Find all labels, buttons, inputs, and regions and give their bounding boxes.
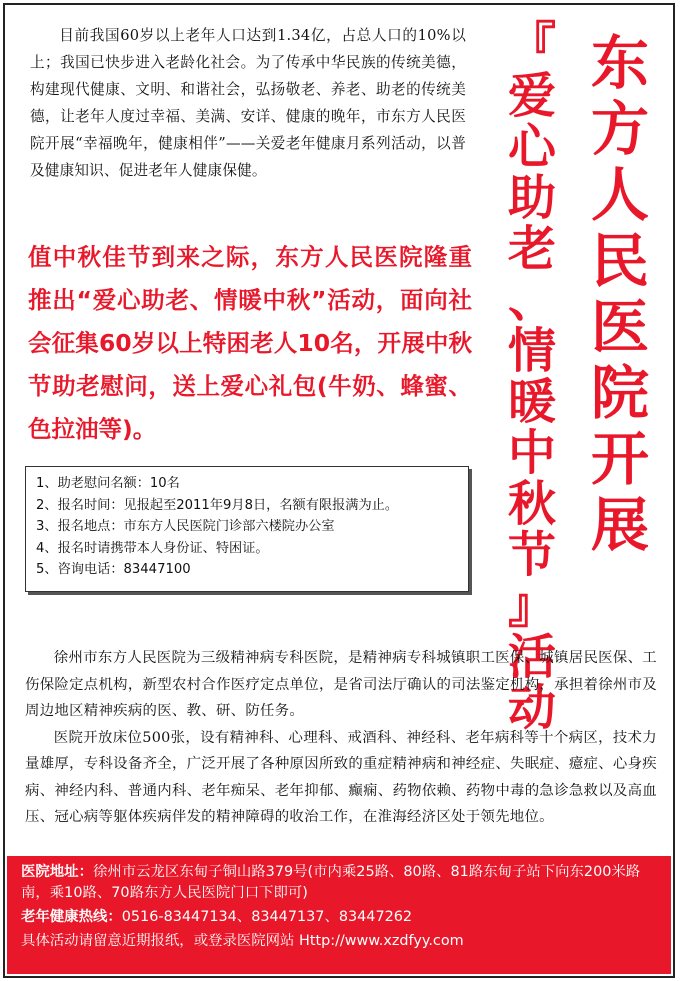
description-paragraph-2: 医院开放床位500张，设有精神科、心理科、戒酒科、神经科、老年病科等十个病区，技术力量雄厚，专科设备齐全，广泛开展了各种原因所致的重症精神病和神经症、失眠症、癔症、心身疾病、神经内科、普通内科、老年痴呆、老年抑郁、癫痫、药物依赖、药物中毒的急诊急救以及高血压、冠心病等躯体疾病伴发的精神障碍的收治工作，在淮海经济区处于领先地位。 xyxy=(25,729,657,825)
title-char: 暖 xyxy=(507,374,556,430)
title-char: 心 xyxy=(507,119,556,175)
info-item-phone: 5、咨询电话：83447100 xyxy=(36,562,191,577)
title-char: 动 xyxy=(507,680,556,736)
hospital-description xyxy=(25,645,657,831)
title-char: 爱 xyxy=(507,68,556,124)
title-char: 』 xyxy=(507,578,556,634)
title-char: 秋 xyxy=(507,476,556,532)
title-char: 活 xyxy=(507,629,556,685)
title-char: 人 xyxy=(590,161,649,229)
title-char: 情 xyxy=(507,323,556,379)
vertical-title-main xyxy=(590,30,650,558)
info-item-documents: 4、报名时请携带本人身份证、特困证。 xyxy=(36,540,269,556)
title-char: 、 xyxy=(507,272,556,328)
title-char: 『 xyxy=(507,17,556,73)
info-item-quota: 1、助老慰问名额：10名 xyxy=(36,476,180,491)
title-char: 方 xyxy=(590,95,649,163)
title-char: 东 xyxy=(590,29,649,97)
intro-section xyxy=(30,22,466,184)
hotline-line xyxy=(21,907,657,928)
registration-info-box xyxy=(25,466,469,592)
contact-footer xyxy=(7,856,671,974)
hotline-text: 0516-83447134、83447137、83447262 xyxy=(121,909,413,925)
title-char: 节 xyxy=(507,527,556,583)
info-item-time: 2、报名时间：见报起至2011年9月8日，名额有限报满为止。 xyxy=(36,497,399,513)
website-note: 具体活动请留意近期报纸，或登录医院网站 Http://www.xzdfyy.com xyxy=(21,933,464,949)
title-char: 民 xyxy=(590,227,649,295)
intro-paragraph: 目前我国60岁以上老年人口达到1.34亿，占总人口的10%以上；我国已快步进入老龄化社会。为了传承中华民族的传统美德，构建现代健康、文明、和谐社会，弘扬敬老、养老、助老的传统美德，让老年人度过幸福、美满、安详、健康的晚年，市东方人民医院开展“幸福晚年，健康相伴”——关爱老年健康月系列活动，以普及健康知识、促进老年人健康保健。 xyxy=(30,27,466,179)
address-label: 医院地址： xyxy=(21,864,93,880)
title-char: 老 xyxy=(507,221,556,277)
title-char: 医 xyxy=(590,293,649,361)
address-line xyxy=(21,862,657,904)
info-item-location: 3、报名地点：市东方人民医院门诊部六楼院办公室 xyxy=(36,519,335,534)
title-char: 院 xyxy=(590,359,649,427)
description-paragraph-1: 徐州市东方人民医院为三级精神病专科医院，是精神病专科城镇职工医保、城镇居民医保、工伤保险定点机构，新型农村合作医疗定点单位，是省司法厅确认的司法鉴定机构，承担着徐州市及周边地区精神疾病的医、教、研、防任务。 xyxy=(25,650,657,719)
title-char: 开 xyxy=(590,425,649,493)
address-text: 徐州市云龙区东甸子铜山路379号(市内乘25路、80路、81路东甸子站下向东200米路南，乘10路、70路东方人民医院门口下即可) xyxy=(21,864,641,901)
title-char: 助 xyxy=(507,170,556,226)
title-char: 中 xyxy=(507,425,556,481)
hotline-label: 老年健康热线： xyxy=(21,909,122,925)
event-headline: 值中秋佳节到来之际，东方人民医院隆重推出“爱心助老、情暖中秋”活动，面向社会征集60岁以上特困老人10名，开展中秋节助老慰问，送上爱心礼包(牛奶、蜂蜜、色拉油等)。 xyxy=(28,243,472,443)
title-char: 展 xyxy=(590,491,649,559)
vertical-title-sub xyxy=(502,17,562,736)
